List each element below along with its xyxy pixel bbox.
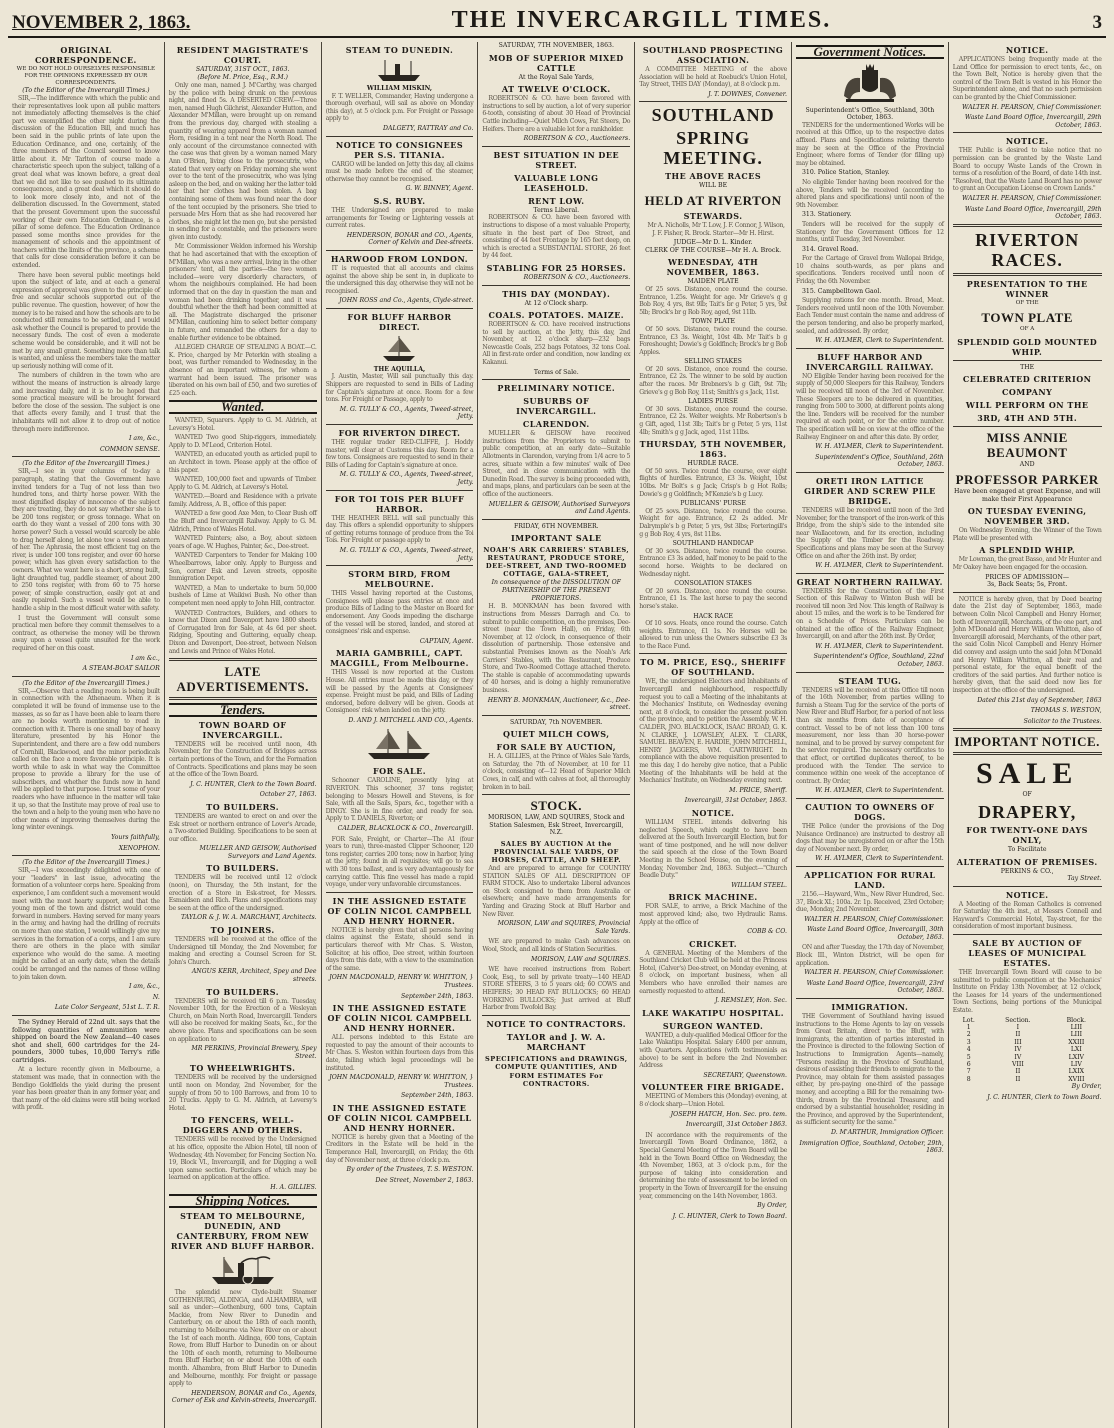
perkins-line: PERKINS & CO.,: [1000, 867, 1054, 875]
columns: [8, 42, 1106, 1428]
tenders-banner: Tenders.: [169, 703, 317, 717]
notice-2-heading: NOTICE.: [1005, 136, 1049, 147]
criterion-line: CELEBRATED CRITERION: [962, 374, 1092, 385]
stock-sub: SALES BY AUCTION At the PROVINCIAL SALE YARDS, OF HORSES, CATTLE, AND SHEEP.: [491, 840, 622, 865]
column-4: SATURDAY, 7TH NOVEMBER, 1863. MOB OF SUPERIOR MIXED CATTLE At the Royal Sale Yards, AT TWELVE O'CLOCK. ROBERTSON & CO. have been favored with instructions to sell by auction, a lot of very superior 6-tooth, consisting of about 30 Head of Provincial Cattle including—Quiet Milch Cows, Fat Steers, Do Heifers. There are a valuable lot for a rankholder. ROBERTSON & CO., Auctioneers. BEST SITUATION IN DEE STREET. VALUABLE LONG LEASEHOLD. RENT LOW. Terms Liberal. ROBERTSON & CO. have been favored with instructions to dispose of a most valuable Property, situate in the best part of Dee Street, and consisting of 44 feet Frontage by 165 feet deep, on which is erected a SUBSTANTIAL STORE, 26 feet by 44 feet. STABLING FOR 25 HORSES. ROBERTSON & CO., Auctioneers. THIS DAY (MONDAY). At 12 o'Clock sharp. COALS. POTATOES. MAIZE. ROBERTSON & CO. have received instructions to sell by auction, at the Jetty, this day, 2nd November, at 12 o'clock sharp—232 bags Newcastle Coals, 252 bags Potatoes, 32 tons Coal. All in first-rate order and condition, now landing ex Kakanui. Terms of Sale. PRELIMINARY NOTICE. SUBURBS OF INVERCARGILL. CLARENDON. MUELLER & GEISOW have received instructions from the Proprietors to submit to public competition, at an early date—Suitable Allotments in Clarendon, varying from 1/4 acre to 5 acres, situate within a few minutes' walk of Dee Street, and in close communication with the Dunedin Road. The survey is being proceeded with, and maps, plans, and particulars can be seen at the office of the auctioneers. MUELLER & GEISOW, Authorised Surveyors and Land Agents. FRIDAY, 6TH NOVEMBER. IMPORTANT SALE NOAH'S ARK CARRIERS' STABLES, RESTAURANT, PRODUCE STORE, DEE-STREET, AND TWO-ROOMED COTTAGE, GALA-STREET, In consequence of the DISSOLUTION OF PARTNERSHIP OF THE PRESENT PROPRIETORS. H. B. MONKMAN has been favored with instructions from Messrs Darragh and Co. to submit to public competition, on the premises, Dee-street (near the Town Hall), on Friday, 6th November, at 12 o'clock, in consequence of their dissolution of partnership. Those extensive and substantial Premises known as the Noah's Ark Carriers' Stables, with the Restaurant, Produce Store, and Two-Roomed Cottage attached thereto. The stable is capable of accommodating upwards of 40 horses, and is doing a highly remunerative business. HENRY B. MONKMAN, Auctioneer, &c., Dee-street. SATURDAY, 7th NOVEMBER. QUIET MILCH COWS, FOR SALE BY AUCTION, H. A. GILLIES, at the Prince of Wales Sale Yards, on Saturday, the 7th of November, at 10 for 11 o'clock, consisting of—12 Head of Superior Milch Cows, in calf, and with calves at foot, all thoroughly broken in to bail. STOCK. MORISON, LAW, AND SQUIRES, Stock and Station Salesmen, Esk Street, Invercargill, N.Z. SALES BY AUCTION At the PROVINCIAL SALE YARDS, OF HORSES, CATTLE, AND SHEEP. And are prepared to arrange for COUNTRY STATION SALES OF ALL DESCRIPTION OF FARM STOCK. Also to undertake Liberal advances on Stock consigned to them from Australia or elsewhere; and have made arrangements for Yarding and Grazing Stock at Bluff Harbor and New River. MORISON, LAW and SQUIRES, Provincial Sale Yards. WE are prepared to make Cash advances on Wool, Stock, and all kinds of Station Securities. MORISON, LAW and SQUIRES. WE have received instructions from Robert Cook, Esq., to sell by private treaty—140 HEAD STORE STEERS, 3 to 5 years old; 60 COWS and HEIFERS; 30 HEAD FAT BULLOCKS; 60 HEAD WORKING BULLOCKS; Just arrived at Bluff Harbor from Twofold Bay. NOTICE TO CONTRACTORS. TAYLOR and J. W. A. MARCHANT SPECIFICATIONS and DRAWINGS, COMPUTE QUANTITIES, AND FORM ESTIMATES For CONTRACTORS.: [478, 42, 635, 1428]
race-title-1: SOUTHLAND: [651, 105, 775, 126]
prices-label: PRICES OF ADMISSION—: [985, 573, 1070, 581]
for-sale-ship-heading: FOR SALE.: [372, 766, 427, 777]
perform-dates: 3RD, 4TH AND 5TH.: [977, 413, 1078, 424]
estate-3-sig: By order of the Trustees, T. S. WESTON.: [346, 1166, 474, 1174]
race-sub-1: THE ABOVE RACES: [665, 171, 762, 182]
race-judge: JUDGE—Mr D. L. Kinder.: [673, 239, 753, 247]
estate-1-heading: IN THE ASSIGNED ESTATE OF COLIN NICOL CAMPBELL AND HENRY HORNER.: [327, 895, 472, 926]
estate-2-sig: JOHN MACDONALD, HENRY W. WHITTON, } Trustees.: [329, 1074, 474, 1089]
sale-4-date: FRIDAY, 6TH NOVEMBER.: [513, 522, 599, 530]
sale-1-heading: MOB OF SUPERIOR MIXED CATTLE: [488, 52, 624, 73]
table-row: 3 III XXIII: [966, 1038, 1085, 1046]
hospital-heading: LAKE WAKATIPU HOSPITAL.: [642, 1007, 785, 1018]
letter-4-body: SIR,—I was exceedingly delighted with one of your "leaders" in last issue, advocating the formation of a volunteer corps here. Speaking from experience, I am confident such a movement would meet with the most hearty support, and that the young men of the town and district would come forward in numbers. Having served for many years in the army, and having had the drilling of recruits on more than one station, I would willingly give my services in the formation of a corps, and I am sure there are others in the place with similar experience who would do the same. A meeting might be called at an early date, when the details could be arranged and the names of those willing to join taken down.: [12, 867, 160, 981]
estate-2-heading: IN THE ASSIGNED ESTATE OF COLIN NICOL CAMPBELL AND HENRY HORNER.: [327, 1003, 472, 1034]
sale-5-sub: FOR SALE BY AUCTION,: [496, 742, 617, 753]
rail-date: Superintendent's Office, Southland, 26th October, 1863.: [815, 453, 944, 469]
notice-1-sub2: CLARENDON.: [522, 419, 590, 430]
notice-1-heading: PRELIMINARY NOTICE.: [497, 383, 616, 394]
trust-sig-1: Dated this 21st day of September, 1863: [977, 696, 1102, 704]
north-rail-heading: GREAT NORTHERN RAILWAY.: [796, 576, 943, 587]
ship-dunedin-heading: STEAM TO DUNEDIN.: [345, 45, 454, 55]
ruby-sig: HENDERSON, BONAR and CO., Agents, Corner of Kelvin and Dee-streets.: [346, 231, 474, 247]
cricket-heading: CRICKET.: [689, 938, 738, 949]
north-rail-date: Superintendent's Office, Southland, 22nd October, 1863.: [813, 653, 944, 669]
steamer-illustration: [169, 1253, 317, 1287]
ship-melbourne-heading: STEAM TO MELBOURNE, DUNEDIN, AND CANTERBURY, FROM NEW RIVER AND BLUFF HARBOR.: [170, 1211, 315, 1252]
sailing-ship-icon: [380, 334, 418, 364]
letter-2-sig1: I am &c.,: [130, 654, 160, 662]
letter-3-to: (To the Editor of the Invercargill Times.): [22, 679, 150, 687]
stock-sig3: MORISON, LAW and SQUIRES.: [531, 955, 631, 963]
sale-sig: WALTER H. PEARSON, Chief Commissioner.: [804, 969, 944, 977]
sale-1-sig: ROBERTSON & CO., Auctioneers.: [523, 135, 631, 143]
lots-table: [953, 1017, 1102, 1084]
for-sale-ship-sig: CALDER, BLACKLOCK & CO., Invercargill.: [337, 825, 474, 833]
first-appearance: Have been engaged at great Expense, and will make their First Appearance: [953, 488, 1101, 503]
fire-heading: VOLUNTEER FIRE BRIGADE.: [641, 1082, 785, 1093]
perform-line: WILL PERFORM ON THE: [965, 400, 1089, 411]
north-rail-sig: W. H. AYLMER, Clerk to Superintendent.: [815, 642, 944, 650]
court-before: (Before M. Price, Esq., R.M.): [197, 74, 288, 81]
tender-3-heading: TO BUILDERS.: [206, 863, 280, 874]
brick-heading: BRICK MACHINE.: [668, 892, 758, 903]
estate-3-date: Dee Street, November 2, 1863.: [375, 1176, 474, 1184]
race-day-2-r4: CONSOLATION STAKES: [674, 580, 752, 588]
tender-5-sig: MR PERKINS, Provincial Brewery, Spey Street.: [191, 1045, 317, 1060]
ruby-heading: S.S. RUBY.: [373, 195, 426, 206]
lots-sig: By Order,: [1071, 1083, 1102, 1091]
bridge-heading: ORETI IRON LATTICE GIRDER AND SCREW PILE BRIDGE.: [804, 475, 936, 506]
steel-notice-heading: NOTICE.: [691, 807, 735, 818]
tender-315: 315. Campbelltown Gaol.: [801, 287, 882, 295]
letter-4-to: (To the Editor of the Invercargill Times.): [22, 859, 150, 867]
rural-sig: WALTER H. PEARSON, Chief Commissioner.: [804, 915, 944, 923]
closing-note: The Sydney Herald of 22nd ult. says that the following quantities of ammunition were shipped on board the New Zealand—40 cases shot and shell, 600 cartridges for the 24-pounders, 3000 tubes, 10,000 Terry's rifle cartridges.: [12, 1018, 160, 1064]
titania-sig: G. W. BINNEY, Agent.: [405, 185, 474, 193]
estate-2-date: September 24th, 1863.: [400, 1092, 474, 1100]
tender-310: 310. Police Station, Stanley.: [801, 169, 890, 177]
tay-street: Tay Street.: [1067, 875, 1102, 883]
stormbird-sig: CAPTAIN, Agent.: [419, 637, 474, 645]
and-label: AND: [1019, 461, 1035, 469]
column-2: RESIDENT MAGISTRATE'S COURT. SATURDAY, 31ST OCT., 1863. (Before M. Price, Esq., R.M.) Only one man, named J. M'Carthy, was charged by the police with being drunk on the previous night, and fined 5s. A DESERTED CREW.—Three men, named Hugh Gilchrist, Alexander Hutton, and Alexander M'Millan, were brought up on remand from the previous day, charged with stealing a quantity of wearing apparel from a woman named Horn, residing in a tent near the North Road. The only account of the circumstance connected with the case was that given by a woman named Mary Ann O'Brien, living close to the prosecutrix, who stated that very early on Friday morning she went over to the tent of the prosecutrix, who was lying asleep on the bed, and on waking her the latter told her that her clothes had been stolen. A bag containing some of them was found near the door of the tent occupied by the prisoners. She tried to persuade Mrs Horn that as she had recovered her clothes, she might let the men go, but she persisted in sending for a constable, and the prisoners were given into custody. Mr. Commissioner Weldon informed his Worship that he had ascertained that with the exception of M'Millan, who was a new arrival, living in the other prisoners' tent, all the parties—the two women included—were very disorderly characters, of whom the neighbours complained. He had been informed that on the day in question the man and woman had been drinking together, and it was doubtful whether the theft had been committed at all. The Magistrate discharged the prisoner M'Millan, cautioning him to select better company in future, and remanded the others for a day to enable further evidence to be obtained. ALLEGED CHARGE OF STEALING A BOAT.—C. K. Price, charged by Mr Peterkin with stealing a boat, was further remanded to Wednesday, in the absence of an important witness, for whom a warrant had been issued. The prisoner was liberated on his own bail of £50, and two sureties of £25 each. Wanted. WANTED, Squarers. Apply to G. M. Aldrich, at Leversy's Hotel. WANTED Two good Ship-riggers, immediately. Apply to D. M'Leod, Criterion Hotel. WANTED, an educated youth as articled pupil to an Architect in town. Please apply at the office of this paper. WANTED, 100,000 feet and upwards of Timber. Apply to G. M. Aldrich, at Leversy's Hotel. WANTED.—Board and Residence with a private family. Address, A. B., office of this paper. WANTED a few good Axe Men, to Clear Bush off the Bluff and Invercargill Railway. Apply to G. M. Aldrich, Prince of Wales Hotel. WANTED Painters; also, a Boy, about sixteen years of age. W. Hughes, Painter, &c., Dee-street. WANTED Carpenters to Tender for Making 100 Wheelbarrows, labor only. Apply to Burgess and Son, corner Esk and Leven streets, opposite Immigration Depot. WANTED, a Man to undertake to burn 50,000 bushels of Lime at Waikiwi Bush. No other than competent men need apply to John Hill, contractor. WANTED Contractors, Builders, and others to know that Dixon and Davenport have 1800 sheets of Corrugated Iron for Sale, at 4s 6d per sheet. Ridging, Spouting and Guttering, equally cheap. Dixon and Davenport, Dee-street, between Nelson and Lewis and Prince of Wales Hotel. LATE ADVERTISEMENTS. Tenders. TOWN BOARD OF INVERCARGILL. TENDERS will be received until noon, 4th November, for the Construction of Bridges across certain portions of the Town, and for the Formation of Contracts. Specifications and plans may be seen at the office of the Town Board. J. C. HUNTER, Clerk to the Town Board. October 27, 1863. TO BUILDERS. TENDERS are wanted to erect on and over the Esk street or northern entrance of Lover's Arcade, a Two-storied Building. Specifications to be seen at our office. MUELLER AND GEISOW, Authorised Surveyors and Land Agents. TO BUILDERS. TENDERS will be received until 12 o'clock (noon), on Thursday, the 5th instant, for the erection of a Store in Esk-street, for Messrs. Esmaidsen and Rich. Plans and specifications may be seen at the office of the undersigned. TAYLOR & J. W. A. MARCHANT, Architects. TO JOINERS. TENDERS will be received at the office of the Undersigned till Monday, the 2nd November, for making and erecting a Counsel Screen for St. John's Church. ANGUS KERR, Architect, Spey and Dee streets. TO BUILDERS. TENDERS will be received till 6 p.m. Tuesday, November 10th, for the Erection of a Wesleyan Church, on Main North Road, Invercargill. Tenders will also be received for making Seats, &c., for the above place. Plans and specifications can be seen on application to MR PERKINS, Provincial Brewery, Spey Street. TO WHEELWRIGHTS. TENDERS will be received by the undersigned until noon on Monday, 2nd November, for the supply of from 50 to 100 Barrows, and from 10 to 20 Trucks. Apply to G. M. Aldrich, at Leversy's Hotel. TO FENCERS, WELL-DIGGERS AND OTHERS. TENDERS will be received by the Undersigned at his office, opposite the Albion Hotel, till noon of Wednesday, 4th November, for Fencing Section No. 19, Block VI., Invercargill, and for Digging a well upon same section. Particulars of which may be learned on application at the office. H. A. GILLIES. Shipping Notices. STEAM TO MELBOURNE, DUNEDIN, AND CANTERBURY, FROM NEW RIVER AND BLUFF HARBOR. The splendid new Clyde-built Steamer GOTHENBURG, ALDINGA, and ALHAMBRA, will sail as under:—Gothenburg, 600 tons, Captain Mackie, from New River to Dunedin and Canterbury, on or about the 18th of each month, returning to Melbourne via New River on or about the 1st of each month. Aldinga, 600 tons, Captain Rowe, from Bluff Harbor to Dunedin on or about the 10th of each month, returning to Melbourne from Bluff Harbor, on or about the 10th of each month. Alhambra, from Bluff Harbor to Dunedin and Melbourne, monthly. For freight or passage apply to HENDERSON, BONAR and Co., Agents, Corner of Esk and Kelvin-streets, Invercargill.: [165, 42, 322, 1428]
column-3: STEAM TO DUNEDIN. WILLIAM MISKIN, F. T. WELLER, Commander, Having undergone a thorough overhaul, will sail as above on Monday (this day), at 5 o'clock p.m. For Freight or Passage apply to DALGETY, RATTRAY and Co. NOTICE TO CONSIGNEES PER S.S. TITANIA. CARGO will be landed on Jetty this day, all claims must be made before the end of the steamer, otherwise they cannot be recognised. G. W. BINNEY, Agent. S.S. RUBY. THE Undersigned are prepared to make arrangements for Towing or Lightering vessels at current rates. HENDERSON, BONAR and CO., Agents, Corner of Kelvin and Dee-streets. HARWOOD FROM LONDON. IT is requested that all accounts and claims against the above ship be sent in, in duplicate to the undersigned this day, otherwise they will not be recognised. JOHN ROSS and Co., Agents, Clyde-street. FOR BLUFF HARBOR DIRECT. THE AQUILLA, J. Austin, Master, Will sail punctually this day. Shippers are requested to send in Bills of Lading for Captain's signature at once. Room for a few tons. For Freight or Passage, apply to M. G. TULLY & CO., Agents, Tweed-street, Jetty. FOR RIVERTON DIRECT. THE regular trader RED-CLIFFE, J. Hoddy master, will clear at Customs this day. Room for a few tons. Consignees are requested to send in their Bills of Lading for Captain's signature at once. M. G. TULLY & CO., Agents, Tweed-street, Jetty. FOR TOI TOIS PER BLUFF HARBOR. THE HEATHER BELL will sail punctually this day. This offers a splendid opportunity to shippers of getting returns tonnage of produce from the Toi Tois. For Freight or passage apply to M. G. TULLY & CO., Agents, Tweed-street, Jetty. STORM BIRD, FROM MELBOURNE. THIS Vessel having reported at the Customs, Consignees will please pass entries at once and produce Bills of Lading to the Master on Board for endorsement. Any Goods impeding the discharge of the vessel will be stored, landed, and stored at consignees' risk and expense. CAPTAIN, Agent. MARIA GAMBRILL, CAPT. MACGILL, From Melbourne. THIS Vessel is now reported at the Custom House. All entries must be made this day, or they will be passed by the Agents at Consignees' expense. Freight must be paid, and Bills of Lading endorsed, before delivery will be given. Goods at Consignees' risk when landed on the jetty. D. AND J. MITCHELL AND CO., Agents. FOR SALE. Schooner CAROLINE, presently lying at RIVERTON. This schooner, 37 tons register, belonging to Messrs Howell and Stevens, is for Sale, with all the Sails, Spars, &c., together with a DINGY. She is in fine order, and ready for sea. Apply to T. DANIELS, Riverton; or CALDER, BLACKLOCK & CO., Invercargill. FOR Sale, Freight, or Charter—The A1 (four years to run), three-masted Clipper Schooner, 120 tons register, carries 200 tons; now in harbor, lying at the jetty; found in all requisites; will go to sea with 30 tons ballast, and is very advantageously for carrying cattle. This fine vessel has made a rapid voyage, under very unfavorable circumstances. IN THE ASSIGNED ESTATE OF COLIN NICOL CAMPBELL AND HENRY HORNER. NOTICE is hereby given that all persons having claims against the Estate, should send in particulars thereof with Mr Chas. S. Weston, Solicitor, at his office, Dee street, within fourteen days from this date, with a view to the examination of the same. JOHN MACDONALD, HENRY W. WHITTON, } Trustees. September 24th, 1863. IN THE ASSIGNED ESTATE OF COLIN NICOL CAMPBELL AND HENRY HORNER. ALL persons indebted to this Estate are requested to pay the amount of their accounts to Mr Chas. S. Weston within fourteen days from this date, failing which legal proceedings will be instituted. JOHN MACDONALD, HENRY W. WHITTON, } Trustees. September 24th, 1863. IN THE ASSIGNED ESTATE OF COLIN NICOL CAMPBELL AND HENRY HORNER. NOTICE is hereby given that a Meeting of the Creditors in the Estate will be held in the Temperance Hall, Invercargill, on Friday, the 6th day of November next, at three o'clock p.m. By order of the Trustees, T. S. WESTON. Dee Street, November 2, 1863.: [322, 42, 479, 1428]
letter-1-sig2: COMMON SENSE.: [99, 445, 160, 453]
letter-3-body: SIR,—Observe that a reading room is being built in connection with the Athenaeum. When it is completed it will be found of immense use to the masses, as so far as I have been able to learn there are no books worth mentioning to read in connection with it. There is one small bay of heavy literature, presented by his Honor the Superintendent, and there are a few odd numbers of Cornhill, Blackwood, and the minor periodicals called on the face a more favorable principle. It is worth while to ask in what way the Committee propose to provide a library for the use of subscribers, and whether the funds now in hand will be applied to that purpose. I trust some of your readers who have influence in the matter will take it up, so that the Institute may prove of real use to the town and a help to the young men who have no other means of improving themselves during the long winter evenings.: [12, 687, 160, 832]
race-day-2-r3: SOUTHLAND HANDICAP: [672, 540, 754, 548]
immigration-sig: D. M'ARTHUR, Immigration Officer.: [831, 1128, 944, 1136]
fire-sig: JOSEPH HATCH, Hon. Sec. pro. tem.: [670, 1110, 787, 1118]
sale-2-sig: ROBERTSON & CO., Auctioneers.: [523, 273, 631, 281]
royal-crest: [796, 62, 944, 104]
presentation-line: PRESENTATION TO THE WINNER: [966, 278, 1088, 299]
sale-1-place: At the Royal Sale Yards,: [518, 73, 594, 81]
stock-heading: STOCK.: [530, 798, 583, 814]
company-line: COMPANY: [1002, 387, 1053, 398]
aquilla-heading: FOR BLUFF HARBOR DIRECT.: [347, 311, 452, 332]
rail-heading: BLUFF HARBOR AND INVERCARGILL RAILWAY.: [806, 351, 934, 372]
assoc-sig: J. T. DOWNES, Convener.: [708, 90, 787, 98]
race-clerk: CLERK OF THE COURSE—Mr H. A. Brock.: [645, 246, 782, 254]
prices-value: 3s, Back Seats; 5s, Front.: [987, 581, 1068, 589]
stock-sig: MORISON, LAW, AND SQUIRES, Stock and Station Salesmen, Esk Street, Invercargill, N.Z.: [488, 814, 625, 837]
ship-melbourne-sig: HENDERSON, BONAR and Co., Agents, Corner of Esk and Kelvin-streets, Invercargill.: [171, 1389, 317, 1405]
toitois-sig: M. G. TULLY & CO., Agents, Tweed-street, Jetty.: [339, 546, 474, 562]
tender-314: 314. Gravel Road.: [801, 245, 859, 253]
royal-coat-of-arms-icon: [838, 62, 902, 104]
sheriff-sig: M. PRICE, Sheriff.: [729, 786, 787, 794]
harwood-heading: HARWOOD FROM LONDON.: [330, 253, 469, 264]
sale-3-heading: THIS DAY (MONDAY).: [502, 288, 611, 299]
notice-2-sub: SPECIFICATIONS and DRAWINGS, COMPUTE QUANTITIES, AND FORM ESTIMATES For CONTRACTORS.: [484, 1054, 628, 1088]
letter-2-body: SIR,—I see in your columns of to-day a paragraph, stating that the Government have invited tenders for a Tug of not less than two hundred tons, and thirty horse power. With the most dignified display of innocence of the subject they are treating, they do not say whether she is to be 200 tons register, or gross tonnage. What on earth do they want a vessel of 200 tons with 30 horse power? Such a vessel would scarcely be able to drag herself along, let alone tow a vessel astern of her. The Aphrasia, the most efficient tug on the river, is under 100 tons register, and over 60 horse power, which has given every satisfaction to the owners. What we want here is a short, strong built, light draughted tug, paddle steamer, of about 200 to 250 tons register, with from 60 to 75 horse power, of simple construction, easily got at and easily repaired. Such a vessel would be able to handle a ship in the most difficult water with safety.: [12, 468, 160, 612]
harwood-sig: JOHN ROSS and Co., Agents, Clyde-street.: [339, 297, 474, 305]
drapery-line: DRAPERY,: [978, 801, 1077, 822]
race-day-1-r3: SELLING STAKES: [684, 358, 742, 366]
immigration-heading: IMMIGRATION.: [831, 1002, 909, 1013]
tender-1-heading: TOWN BOARD OF INVERCARGILL.: [198, 719, 287, 740]
table-row: 6 VIII LIV: [966, 1061, 1082, 1069]
letter-4-sig2: N.: [152, 993, 160, 1001]
gov-office: Superintendent's Office, Southland, 30th October, 1863.: [805, 106, 935, 122]
rural-heading: APPLICATION FOR RURAL LAND.: [804, 869, 936, 890]
steamer-icon: [375, 57, 423, 83]
column-1: ORIGINAL CORRESPONDENCE. WE DO NOT HOLD OURSELVES RESPONSIBLE FOR THE OPINIONS EXPRESSED BY OUR CORRESPONDENTS. (To the Editor of the Invercargill Times.) SIR,—The indifference with which the public and their representatives look upon all public matters not immediately affecting themselves is the chief part we exemplified the other night during the discussion of the Education Bill, and much has been said in the public prints of late upon the Education Ordinance, and one, certainly, of the three members of the Council seemed to know little about it. Mr Tarlton of course made a characteristic speech upon the subject, talking of a great deal what was known before, a great deal that we did not like to see pushed to its ultimate consequences, and a great deal which it should do to look more closely into, and not of the deliberation discussed. In the Government, stated that the present Government upon the successful working of their own Education Ordinance, is a pillar of some defence. The Education Ordinance passed some months since provides for the management of schools and the appointment of teachers within the limits of the province, a scheme that calls for close consideration before it can be extended. There have been several public meetings held upon the subject of late, and at each a general expression of approval was given to the principle of free and secular schools supported out of the public revenue. The question, however, of how the money is to be raised and how the schools are to be conducted still remains to be settled, and I would ask whether the Council is prepared to provide the necessary funds. The cost of even a moderate scheme would be considerable, and it will not be met by any small grant. Something more than talk is wanted, and unless the members take the matter up seriously nothing will come of it. The numbers of children in the town who are without the means of instruction is already large and increasing daily, and it is to be hoped that some practical measure will be brought forward before the close of the session. The subject is one that affects every family, and I trust that the inhabitants will not allow it to drop out of notice through mere indifference. I am, &c., COMMON SENSE. (To the Editor of the Invercargill Times.) SIR,—I see in your columns of to-day a paragraph, stating that the Government have invited tenders for a Tug of not less than two hundred tons, and thirty horse power. With the most dignified display of innocence of the subject they are treating, they do not say whether she is to be 200 tons register, or gross tonnage. What on earth do they want a vessel of 200 tons with 30 horse power? Such a vessel would scarcely be able to drag herself along, let alone tow a vessel astern of her. The Aphrasia, the most efficient tug on the river, is under 100 tons register, and over 60 horse power, which has given every satisfaction to the owners. What we want here is a short, strong built, light draughted tug, paddle steamer, of about 200 to 250 tons register, with from 60 to 75 horse power, of simple construction, easily got at and easily repaired. Such a vessel would be able to handle a ship in the most difficult water with safety. I trust the Government will consult some practical men before they commit themselves to a contract, as otherwise the money will be thrown away upon a vessel quite unsuited for the work required of her on this coast. I am &c., A STEAM-BOAT SAILOR (To the Editor of the Invercargill Times.) SIR,—Observe that a reading room is being built in connection with the Athenaeum. When it is completed it will be found of immense use to the masses, as so far as I have been able to learn there are no books worth mentioning to read in connection with it. There is one small bay of heavy literature, presented by his Honor the Superintendent, and there are a few odd numbers of Cornhill, Blackwood, and the minor periodicals called on the face a more favorable principle. It is worth while to ask in what way the Committee propose to provide a library for the use of subscribers, and whether the funds now in hand will be applied to that purpose. I trust some of your readers who have influence in the matter will take it up, so that the Institute may prove of real use to the town and a help to the young men who have no other means of improving themselves during the long winter evenings. Yours faithfully, XENOPHON. (To the Editor of the Invercargill Times.) SIR,—I was exceedingly delighted with one of your "leaders" in last issue, advocating the formation of a volunteer corps here. Speaking from experience, I am confident such a movement would meet with the most hearty support, and that the young men of the town and district would come forward in numbers. Having served for many years in the army, and having had the drilling of recruits on more than one station, I would willingly give my services in the formation of a corps, and I am sure there are others in the place with similar experience who would do the same. A meeting might be called at an early date, when the details could be arranged and the names of those willing to join taken down. I am, &c., N. Late Color Sergeant, 51st L. T. R. The Sydney Herald of 22nd ult. says that the following quantities of ammunition were shipped on board the New Zealand—40 cases shot and shell, 600 cartridges for the 24-pounders, 3000 tubes, 10,000 Terry's rifle cartridges. At a lecture recently given in Melbourne, a statement was made, that in connection with the Bendigo Goldfields the yield during the present year has been greater than in any former year, and that many of the old claims were still being worked with profit.: [8, 42, 165, 1428]
sale-5-date: SATURDAY, 7th NOVEMBER.: [510, 718, 603, 726]
letter-1-body: SIR,—The indifference with which the public and their representatives look upon all public matters not immediately affecting themselves is the chief part we exemplified the other night during the discussion of the Education Bill, and much has been said in the public prints of late upon the Education Ordinance, and one, certainly, of the three members of the Council seemed to know little about it. Mr Tarlton of course made a characteristic speech upon the subject, talking of a great deal what was known before, a great deal that we did not like to see pushed to its ultimate consequences, and a great deal which it should do to look more closely into, and not of the deliberation discussed. In the Government, stated that the present Government upon the successful working of their own Education Ordinance, is a pillar of some defence. The Education Ordinance passed some months since provides for the management of schools and the appointment of teachers within the limits of the province, a scheme that calls for close consideration before it can be extended.: [12, 95, 160, 270]
newspaper-title: THE INVERCARGILL TIMES.: [451, 7, 832, 33]
tender-313: 313. Stationery.: [801, 211, 852, 219]
trust-sig-2: THOMAS S. WESTON,: [1030, 707, 1102, 715]
sheriff-heading: TO M. PRICE, ESQ., SHERIFF OF SOUTHLAND.: [640, 657, 786, 678]
bridge-sig: W. H. AYLMER, Clerk to Superintendent.: [815, 562, 944, 570]
table-row: 8 II XVIII: [966, 1075, 1085, 1083]
riverton-direct-heading: FOR RIVERTON DIRECT.: [338, 428, 461, 439]
gold-whip: SPLENDID GOLD MOUNTED WHIP.: [957, 336, 1098, 357]
fire-date: Invercargill, 31st October 1863.: [685, 1121, 787, 1129]
estate-1-sig: JOHN MACDONALD, HENRY W. WHITTON, } Trustees.: [329, 974, 474, 989]
splendid-whip: A SPLENDID WHIP.: [979, 545, 1076, 556]
race-day-1-r2: TOWN PLATE: [691, 318, 736, 326]
aquilla-name: THE AQUILLA,: [373, 365, 426, 373]
titania-heading: NOTICE TO CONSIGNEES PER S.S. TITANIA.: [335, 139, 464, 160]
tender-7-sig: H. A. GILLIES.: [270, 1183, 317, 1191]
sale-4-sub: NOAH'S ARK CARRIERS' STABLES, RESTAURANT, PRODUCE STORE, DEE-STREET, AND TWO-ROOMED COTTAGE, GALA-STREET,: [483, 546, 630, 579]
sale-5-heading: QUIET MILCH COWS,: [503, 729, 610, 740]
rural-date: Waste Land Board Office, Invercargill, 30th October, 1863.: [807, 926, 944, 941]
race-sub-2: WILL BE: [699, 182, 728, 190]
race-stewards: STEWARDS.: [683, 210, 743, 221]
sale-2-sub: VALUABLE LONG LEASEHOLD.: [514, 172, 599, 193]
sale-4-heading: IMPORTANT SALE: [511, 533, 602, 544]
lots-col-lot: Lot.: [962, 1016, 975, 1024]
letter-3-sig1: Yours faithfully,: [111, 834, 160, 842]
town-plate: TOWN PLATE: [981, 310, 1073, 326]
sale-3-terms: Terms of Sale.: [533, 368, 579, 376]
race-day-2: THURSDAY, 5TH NOVEMBER, 1863.: [639, 439, 787, 460]
page-number: 3: [1092, 12, 1102, 33]
table-row: 7 II LXIX: [966, 1068, 1084, 1076]
tuesday-line: ON TUESDAY EVENING, NOVEMBER 3RD.: [967, 506, 1087, 527]
sale-2-terms: Terms Liberal.: [533, 206, 580, 214]
sheriff-date: Invercargill, 31st October, 1863.: [684, 797, 787, 805]
lots-sig-2: J. C. HUNTER, Clerk to Town Board.: [987, 1093, 1102, 1101]
assoc-heading: SOUTHLAND PROSPECTING ASSOCIATION.: [642, 45, 784, 65]
notice-2-heading: NOTICE TO CONTRACTORS.: [486, 1018, 627, 1029]
shipping-banner: Shipping Notices.: [169, 1194, 317, 1208]
notice-1-date: Waste Land Board Office, Invercargill, 29th October, 1863.: [964, 114, 1102, 129]
late-ads-heading: LATE ADVERTISEMENTS.: [176, 664, 309, 695]
final-by: By Order,: [757, 1202, 787, 1210]
steamship-icon: [208, 1253, 278, 1287]
final-sig: J. C. HUNTER, Clerk to Town Board.: [672, 1212, 787, 1220]
notice-1-sub: SUBURBS OF INVERCARGILL.: [516, 396, 597, 417]
letter-1-to: (To the Editor of the Invercargill Times.): [22, 87, 150, 94]
race-day-2-r5: HACK RACE: [693, 612, 733, 620]
important-notice: IMPORTANT NOTICE.: [954, 734, 1100, 750]
sale-big: SALE: [975, 757, 1079, 791]
facilitate-line: To Facilitate: [1007, 845, 1047, 853]
immigration-date: Immigration Office, Southland, October, 29th, 1863.: [799, 1139, 944, 1155]
tender-7-heading: TO FENCERS, WELL-DIGGERS AND OTHERS.: [182, 1115, 303, 1136]
tender-sig: W. H. AYLMER, Clerk to Superintendent.: [815, 337, 944, 345]
of-a: OF A: [1020, 326, 1035, 333]
hospital-sub: SURGEON WANTED.: [662, 1020, 764, 1031]
lots-col-section: Section.: [1005, 1016, 1031, 1024]
table-row: 1 I LIII: [966, 1024, 1083, 1032]
sale-2-heading: BEST SITUATION IN DEE STREET.: [493, 149, 620, 170]
caution-sig: W. H. AYLMER, Clerk to Superintendent.: [815, 855, 944, 863]
ship-dunedin-sig: DALGETY, RATTRAY and Co.: [383, 124, 474, 132]
column-6: Government Notices. Superintendent's Office, Southland, 30th October, 1863. TENDERS for the undermentioned Works will be received at this Office, up to the respective dates affixed. Plans and Specifications relating thereto may be seen at the Office of the Provincial Engineer, where forms of Tender (for filling up) may be obtained. 310. Police Station, Stanley. No eligible Tender having been received for the above, Tenders will be received (according to altered plans and specifications) until noon of the 9th November. 313. Stationery. Tenders will be received for the supply of Stationery for the Government Offices for 12 months, until Tuesday, 3rd November. 314. Gravel Road. For the Cartage of Gravel from Wallopai Bridge, 10 chains south-wards, as per plans and specifications. Tenders received until noon of Friday, the 6th November. 315. Campbelltown Gaol. Supplying rations for one month. Bread, Meat. Tenders received until noon of the 10th November. Each Tender must contain the name and address of the person tendering, and also be properly marked, sealed, and addressed. By order, W. H. AYLMER, Clerk to Superintendent. BLUFF HARBOR AND INVERCARGILL RAILWAY. NO Eligible Tender having been received for the supply of 50,000 Sleepers for this Railway, Tenders will be received till noon of the 3rd of November. These Sleepers are to be delivered in quantities, ranging from 500 to 3000, at different points along the line. Tenders will be received for the number required at each point, or for the entire number. The specification will be on view at the office of the Railway Engineer on and after this date. By order, W. H. AYLMER, Clerk to Superintendent. Superintendent's Office, Southland, 26th October, 1863. ORETI IRON LATTICE GIRDER AND SCREW PILE BRIDGE. TENDERS will be received until noon of the 3rd November, for the transport of the iron-work of this Bridge, from the ship's side to the intended site near Wallacetown, and for its erection, including the Supply of the Timber for the Roadway. Specifications and plans may be seen at the Survey Office on and after the 26th inst. By order, W. H. AYLMER, Clerk to Superintendent. GREAT NORTHERN RAILWAY. TENDERS for the Construction of the First Section of this Railway to Winton Bush will be received till noon 3rd Nov. This length of Railway is about 15 miles, and the work is to be Tendered for on a Schedule of Prices. Particulars can be obtained at the office of the Railway Engineer, Invercargill, on and after the 26th inst. By Order, W. H. AYLMER, Clerk to Superintendent. Superintendent's Office, Southland, 22nd October, 1863. STEAM TUG. TENDERS will be received at this Office till noon of the 16th November, from parties willing to furnish a Steam Tug for the service of the ports of New River and Bluff Harbor, for a period of not less than six months from date of acceptance of contract. Vessel to be of not less than 100 tons measurement, nor less than 30 horse-power nominal, and to be proved by survey competent for the service required. The necessary certificates to that effect, or certified duplicates thereof, to be produced with the Tender. The service to commence within one week of the acceptance of contract. By Order, W. H. AYLMER, Clerk to Superintendent. CAUTION TO OWNERS OF DOGS. THE Police (under the provisions of the Dog Nuisance Ordinance) are instructed to destroy all dogs that may be unregistered on or after the 15th day of November next. By order, W. H. AYLMER, Clerk to Superintendent. APPLICATION FOR RURAL LAND. 2156.—Hayward, Wm., New River Hundred, Sec. 37, Block XI.; 100a. 2r. 1p. Received, 23rd October; due, Monday, 2nd November. WALTER H. PEARSON, Chief Commissioner. Waste Land Board Office, Invercargill, 30th October, 1863. ON and after Tuesday, the 17th day of November, Block III., Winton District, will be open for application. WALTER H. PEARSON, Chief Commissioner. Waste Land Board Office, Invercargill, 23rd October, 1863. IMMIGRATION. THE Government of Southland having issued instructions to the Home Agents to lay on vessels from Great Britain, direct to the Bluff, with immigrants, the attention of parties interested in the Province is directed to the following Section of Instructions to Immigration Agents—namely, "Persons residing in the Province of Southland, desirous of assisting their friends to emigrate to the Province, may obtain for them assisted passages either, by pre-paying one-third of the passage money, and accepting a Bill for the remaining two-thirds, drawn by the Provincial Treasurer, and endorsed by a substantial householder, residing in the Province, and approved by the Superintendent, as sufficient security for the same." D. M'ARTHUR, Immigration Officer. Immigration Office, Southland, October, 29th, 1863.: [792, 42, 949, 1428]
riverton-direct-sig: M. G. TULLY & CO., Agents, Tweed-street, Jetty.: [339, 471, 474, 486]
notice-1-heading: NOTICE.: [1005, 45, 1049, 55]
lots-col-block: Block.: [1066, 1016, 1087, 1024]
steel-sig: WILLIAM STEEL.: [731, 881, 787, 889]
letter-3-sig2: XENOPHON.: [118, 844, 160, 852]
issue-date: NOVEMBER 2, 1863.: [12, 12, 191, 33]
masthead: [8, 4, 1106, 38]
notice-3-heading: NOTICE.: [1005, 889, 1049, 900]
letter-2-sig2: A STEAM-BOAT SAILOR: [82, 665, 160, 673]
sale-4-sub2: In consequence of the DISSOLUTION OF PARTNERSHIP OF THE PRESENT PROPRIETORS.: [491, 579, 621, 603]
column-7: NOTICE. APPLICATIONS being frequently made at the Land Office for permission to erect tents, &c., on the Town Belt, Notice is hereby given that the control of the Town Belt is vested in his Honor the Superintendent alone, and that no such permission can be granted by the Chief Commissioner. WALTER H. PEARSON, Chief Commissioner. Waste Land Board Office, Invercargill, 29th October, 1863. NOTICE. THE Public is desired to take notice that no permission can be granted by the Waste Land Board to occupy Waste Lands of the Crown in terms of a resolution of the Board, of date 14th inst. "Resolved, that the Waste Land Board has no power to grant an Occupation License on Crown Lands." WALTER H. PEARSON, Chief Commissioner. Waste Land Board Office, Invercargill, 29th October, 1863. RIVERTON RACES. PRESENTATION TO THE WINNER OF THE TOWN PLATE OF A SPLENDID GOLD MOUNTED WHIP. THE CELEBRATED CRITERION COMPANY WILL PERFORM ON THE 3RD, 4TH AND 5TH. MISS ANNIE BEAUMONT AND PROFESSOR PARKER Have been engaged at great Expense, and will make their First Appearance ON TUESDAY EVENING, NOVEMBER 3RD. On Wednesday Evening, the Winner of the Town Plate will be presented with A SPLENDID WHIP. Mr Lowman, the great Basso, and Mr Hunter and Mr Oakey have been engaged for the occasion. PRICES OF ADMISSION— 3s, Back Seats; 5s, Front. NOTICE is hereby given, that by Deed bearing date the 21st day of September, 1863, made between Colin Nicol Campbell and Henry Horner, both of Invercargill, Merchants, of the one part, and John M'Donald and Henry William Whitton, also of Invercargill aforesaid, Merchants, of the other part, the said Colin Nicol Campbell and Henry Horner did convey and assign unto the said John M'Donald and Henry William Whitton, all their real and personal estate, for the equal benefit of the creditors of the said parties. And further notice is hereby given, that the said deed now lies for inspection at the office of the undersigned. Dated this 21st day of September, 1863 THOMAS S. WESTON, Solicitor to the Trustees. IMPORTANT NOTICE. SALE OF DRAPERY, FOR TWENTY-ONE DAYS ONLY, To Facilitate ALTERATION OF PREMISES. PERKINS & CO., Tay Street. NOTICE. A Meeting of the Roman Catholics is convened for Saturday the 4th inst., at Messrs Connell and Hayward's Commercial Hotel, Tay-street, for the consideration of most important business. SALE BY AUCTION OF LEASES OF MUNICIPAL ESTATES. THE Invercargill Town Board will cause to be submitted to public competition at the Mechanics' Institute on Friday 13th November, at 12 o'clock, the Leases for 14 years of the undermentioned Town Sections, being portions of the Municipal Estate. Lot. Section. Block. 1 I LIII 2 II LIII 3 III XXIII 4 IV LXI 5 IV LXIV 6 VIII LIV 7 II LXIX 8 II XVIII By Order, J. C. HUNTER, Clerk to Town Board.: [952, 45, 1102, 1101]
letter-4-sig3: Late Color Sergeant, 51st L. T. R.: [54, 1004, 160, 1012]
race-day-2-r1: HURDLE RACE.: [687, 460, 739, 468]
sale-3-sub: COALS. POTATOES. MAIZE.: [488, 310, 625, 321]
notice-1-sig: MUELLER & GEISOW, Authorised Surveyors and Land Agents.: [488, 500, 631, 516]
trust-sig-3: Solicitor to the Trustees.: [1023, 717, 1102, 725]
tender-2-sig: MUELLER AND GEISOW, Authorised Surveyors and Land Agents.: [199, 845, 317, 860]
rail-sig: W. H. AYLMER, Clerk to Superintendent.: [815, 443, 944, 451]
letter-4-sig1: I am, &c.,: [128, 983, 160, 991]
court-date: SATURDAY, 31ST OCT., 1863.: [195, 66, 290, 73]
tender-5-heading: TO BUILDERS.: [206, 986, 280, 997]
tender-3-sig: TAYLOR & J. W. A. MARCHANT, Architects.: [180, 914, 317, 922]
ship-dunedin-name: WILLIAM MISKIN,: [366, 85, 433, 92]
sale-1-time: AT TWELVE O'CLOCK.: [501, 84, 611, 95]
race-day-1: WEDNESDAY, 4TH NOVEMBER, 1863.: [666, 257, 760, 278]
table-row: 2 II LIII: [966, 1031, 1083, 1039]
stormbird-heading: STORM BIRD, FROM MELBOURNE.: [348, 569, 451, 590]
correspondence-heading: ORIGINAL CORRESPONDENCE.: [34, 45, 137, 65]
government-banner: Government Notices.: [796, 45, 944, 59]
hospital-sig: SECRETARY, Queenstown.: [703, 1071, 787, 1079]
race-day-1-r4: LADIES PURSE: [688, 398, 738, 406]
caution-heading: CAUTION TO OWNERS OF DOGS.: [805, 801, 935, 822]
gambrill-heading: MARIA GAMBRILL, CAPT. MACGILL, From Melbourne.: [330, 648, 469, 669]
stock-sig2: MORISON, LAW and SQUIRES, Provincial Sale Yards.: [497, 920, 631, 935]
tender-1-sig: J. C. HUNTER, Clerk to the Town Board.: [190, 780, 317, 788]
tug-heading: STEAM TUG.: [838, 675, 902, 686]
table-row: 4 IV LXI: [966, 1046, 1082, 1054]
of-label: OF: [1022, 791, 1032, 799]
twenty-one-days: FOR TWENTY-ONE DAYS ONLY,: [966, 824, 1088, 845]
of-the-1: OF THE: [1015, 299, 1039, 306]
gambrill-sig: D. AND J. MITCHELL AND CO., Agents.: [348, 716, 474, 724]
cricket-sig: J. REMSLEY, Hon. Sec.: [715, 997, 787, 1005]
notice-2-sig: WALTER H. PEARSON, Chief Commissioner.: [962, 194, 1102, 202]
wanted-ads: WANTED, Squarers. Apply to G. M. Aldrich, at Leversy's Hotel.: [168, 416, 317, 432]
sale-2-also: STABLING FOR 25 HORSES.: [486, 262, 626, 273]
notice-2-sig: TAYLOR and J. W. A. MARCHANT: [506, 1031, 606, 1052]
sale-4-sig: HENRY B. MONKMAN, Auctioneer, &c., Dee-street.: [487, 696, 631, 712]
leases-heading: SALE BY AUCTION OF LEASES OF MUNICIPAL ESTATES.: [968, 938, 1086, 969]
sale-1-date: SATURDAY, 7TH NOVEMBER, 1863.: [498, 42, 614, 49]
beaumont-line: MISS ANNIE BEAUMONT: [986, 430, 1068, 461]
sale-3-time: At 12 o'Clock sharp.: [524, 299, 588, 307]
tender-4-heading: TO JOINERS.: [210, 925, 275, 936]
estate-3-heading: IN THE ASSIGNED ESTATE OF COLIN NICOL CAMPBELL AND HENRY HORNER.: [327, 1102, 472, 1133]
tender-1-date: October 27, 1863.: [259, 791, 317, 799]
schooner-icon: [364, 727, 434, 763]
riverton-races-title: RIVERTON RACES.: [975, 229, 1080, 270]
race-sub-3: HELD AT RIVERTON: [644, 192, 782, 208]
wanted-banner: Wanted.: [169, 400, 317, 414]
court-report: Only one man, named J. M'Carthy, was charged by the police with being drunk on the previous night, and fined 5s. A DESERTED CREW.—Three men, named Hugh Gilchrist, Alexander Hutton, and Alexander M'Millan, were brought up on remand from the previous day, charged with stealing a quantity of wearing apparel from a woman named Horn, residing in a tent near the North Road. The only account of the circumstance connected with the case was that given by a woman named Mary Ann O'Brien, living close to the prosecutrix, who stated that very early on Friday morning she went over to the tent of the prosecutrix, who was lying asleep on the bed, and on waking her the latter told her that her clothes had been stolen. A bag containing some of them was found near the door of the tent occupied by the prisoners. She tried to persuade Mrs Horn that as she had recovered her clothes, she might let the men go, but she persisted in sending for a constable, and the prisoners were given into custody.: [168, 82, 317, 241]
tender-2-heading: TO BUILDERS.: [206, 801, 280, 812]
sale-date: Waste Land Board Office, Invercargill, 23rd October, 1863.: [806, 979, 944, 995]
sale-2-rent: RENT LOW.: [528, 195, 585, 206]
brick-sig: COBB & CO.: [747, 928, 787, 936]
tug-sig: W. H. AYLMER, Clerk to Superintendent.: [815, 787, 944, 795]
notice-2-date: Waste Land Board Office, Invercargill, 29th October, 1863.: [964, 205, 1102, 221]
race-day-2-r2: PUBLICANS' PURSE: [680, 500, 746, 508]
parker-line: PROFESSOR PARKER: [955, 472, 1099, 488]
tender-4-sig: ANGUS KERR, Architect, Spey and Dee streets.: [191, 968, 317, 983]
toitois-heading: FOR TOI TOIS PER BLUFF HARBOR.: [334, 493, 465, 514]
aquilla-sig: M. G. TULLY & CO., Agents, Tweed-street, Jetty.: [339, 405, 474, 421]
column-5: SOUTHLAND PROSPECTING ASSOCIATION. A COMMITTEE MEETING of the above Association will be held at Roebuck's Union Hotel, Tay Street, THIS DAY (Monday), at 8 o'clock p.m. J. T. DOWNES, Convener. SOUTHLAND SPRING MEETING. THE ABOVE RACES WILL BE HELD AT RIVERTON STEWARDS. Mr A. Nicholls, Mr T. Low, J. F. Connor, J. Wilson, J. F. Fisher, R. Brock. Starter—Mr H. Hirst. JUDGE—Mr D. L. Kinder. CLERK OF THE COURSE—Mr H. A. Brock. WEDNESDAY, 4TH NOVEMBER, 1863. MAIDEN PLATE Of 25 sovs. Distance, once round the course. Entrance, 1.25s. Weight for age. Mr Grieve's g g Bob Roy, 4 yrs, 8st 9lb; Tait's br g Peter, 5 yrs, 9st 5lb; Brock's br g Rob Roy, aged, 9st 11lb. TOWN PLATE Of 50 sovs. Distance, twice round the course. Entrance, £3 3s. Weight, 10st 4lb. Mr Tait's b g Foreshought; Dowie's g Goldfinch; Brock's br g Bob Apples. SELLING STAKES Of 20 sovs. Distance, once round the course. Entrance, £2 2s. The winner to be sold by auction after the races. Mr Brebners's b g Gift, 9st 7lb; Grieve's g g Bob Roy, 11st; Smith's g s Jack, 11st. LADIES PURSE Of 30 sovs. Distance, once round the course. Entrance, £2 2s. Welter weights. Mr Robertson's b g Gift, aged, 11st 3lb; Tait's br g Peter, 5 yrs, 11st 4lb; Smith's g g Jack, aged, 11st 11lbs. THURSDAY, 5TH NOVEMBER, 1863. HURDLE RACE. Of 50 sovs. Twice round the course, over eight flights of hurdles. Entrance, £3 3s. Weight, 10st 10lbs. Mr Bolt's s g Jack; Crisp's b g Hot Rolls; Dowie's g g Goldfinch; M'Kenzie's b g Lucy. PUBLICANS' PURSE Of 25 sovs. Distance, twice round the course. Weight for age. Entrance, £2 2s added. Mr Dalrymple's b g Peter, 5 yrs, 9st 3lbs; Forteringill's g g Bob Roy, 4 yrs, 8st 11lbs. SOUTHLAND HANDICAP Of 30 sovs. Distance, twice round the course. Entrance £3 3s added, half money to be paid to the second horse. Weights to be declared on Wednesday night. CONSOLATION STAKES Of 20 sovs. Distance, once round the course. Entrance, £1 1s. The last horse to pay the second horse's stake. HACK RACE Of 10 sovs. Heats, once round the course. Catch weights. Entrance, £1 1s. No Horses will be allowed to run unless the Owners subscribe £3 3s to the Race Fund. TO M. PRICE, ESQ., SHERIFF OF SOUTHLAND. WE, the undersigned Electors and Inhabitants of Invercargill and neighbourhood, respectfully request you to call a Meeting of the inhabitants at the Mechanics' Institute, on Wednesday evening next, at 8 o'clock, to consider the present position of the province, and to petition the Assembly. W. H. CALDER, JNO. BLACKLOCK, ISAAC BROAD, G. K. N. CLARKE, J. LOWSLEY, ALEX. T. CLARK, SAMUEL BEAVEN, E. HARDIE, JOHN MITCHELL, HENRY JAGGERS, WM. CARTWRIGHT. In compliance with the above requisition presented to me this day, I do hereby give notice, that a Public Meeting of the Inhabitants will be held at the Mechanics' Institute, on Wednesday evening next. M. PRICE, Sheriff. Invercargill, 31st October, 1863. NOTICE. WILLIAM STEEL intends delivering his neglected Speech, which ought to have been delivered at the South Invercargill Election, but for want of time postponed, and he will now deliver the said speech at the close of the Town Board Meeting in the School House, on the evening of Monday, November 2nd, 1863. Subject—"Church Beadle Duty." WILLIAM STEEL. BRICK MACHINE. FOR SALE, to arrive, a Brick Machine of the most approved kind; also, two Hydraulic Rams. Apply at the office of COBB & CO. CRICKET. A GENERAL Meeting of the Members of the Southland Cricket Club will be held at the Princess Hotel, (Calver's) Dee-street, on Monday evening, at 8 o'clock, on important business, when all Members who have enrolled their names are earnestly requested to attend. J. REMSLEY, Hon. Sec. LAKE WAKATIPU HOSPITAL. SURGEON WANTED. WANTED, a duly-qualified Medical Officer for the Lake Wakatipu Hospital. Salary £400 per annum, with Quarters. Applications (with testimonials as above) to be sent in before the 2nd November. Address SECRETARY, Queenstown. VOLUNTEER FIRE BRIGADE. MEETING of Members this (Monday) evening, at 8 o'clock sharp—Union Hotel. JOSEPH HATCH, Hon. Sec. pro. tem. Invercargill, 31st October 1863. IN accordance with the requirements of the Invercargill Town Board Ordinance, 1862, a Special General Meeting of the Town Board will be held in the Town Board Office on Wednesday, the 4th November, 1863, at 3 o'clock p.m., for the purpose of taking into consideration and determining the rate of assessment to be levied on property in the Town of Invercargill for the ensuing year, commencing on the 14th November, 1863. By Order, J. C. HUNTER, Clerk to Town Board.: [635, 42, 792, 1428]
tender-6-heading: TO WHEELWRIGHTS.: [189, 1063, 296, 1074]
letter-1-sig1: I am, &c.,: [128, 435, 160, 443]
estate-1-date: September 24th, 1863.: [400, 992, 474, 1000]
table-row: 5 IV LXIV: [966, 1053, 1085, 1061]
court-heading: RESIDENT MAGISTRATE'S COURT.: [176, 45, 309, 65]
disclaimer: WE DO NOT HOLD OURSELVES RESPONSIBLE FOR THE OPINIONS EXPRESSED BY OUR CORRESPONDENTS.: [16, 66, 156, 86]
notice-1-sig: WALTER H. PEARSON, Chief Commissioner.: [962, 103, 1102, 111]
letter-2-to: (To the Editor of the Invercargill Times.): [22, 460, 150, 468]
alteration-line: ALTERATION OF PREMISES.: [956, 856, 1098, 867]
the-label: THE: [1020, 363, 1035, 371]
race-day-1-r1: MAIDEN PLATE: [687, 278, 739, 286]
race-title-2: SPRING MEETING.: [663, 128, 763, 169]
